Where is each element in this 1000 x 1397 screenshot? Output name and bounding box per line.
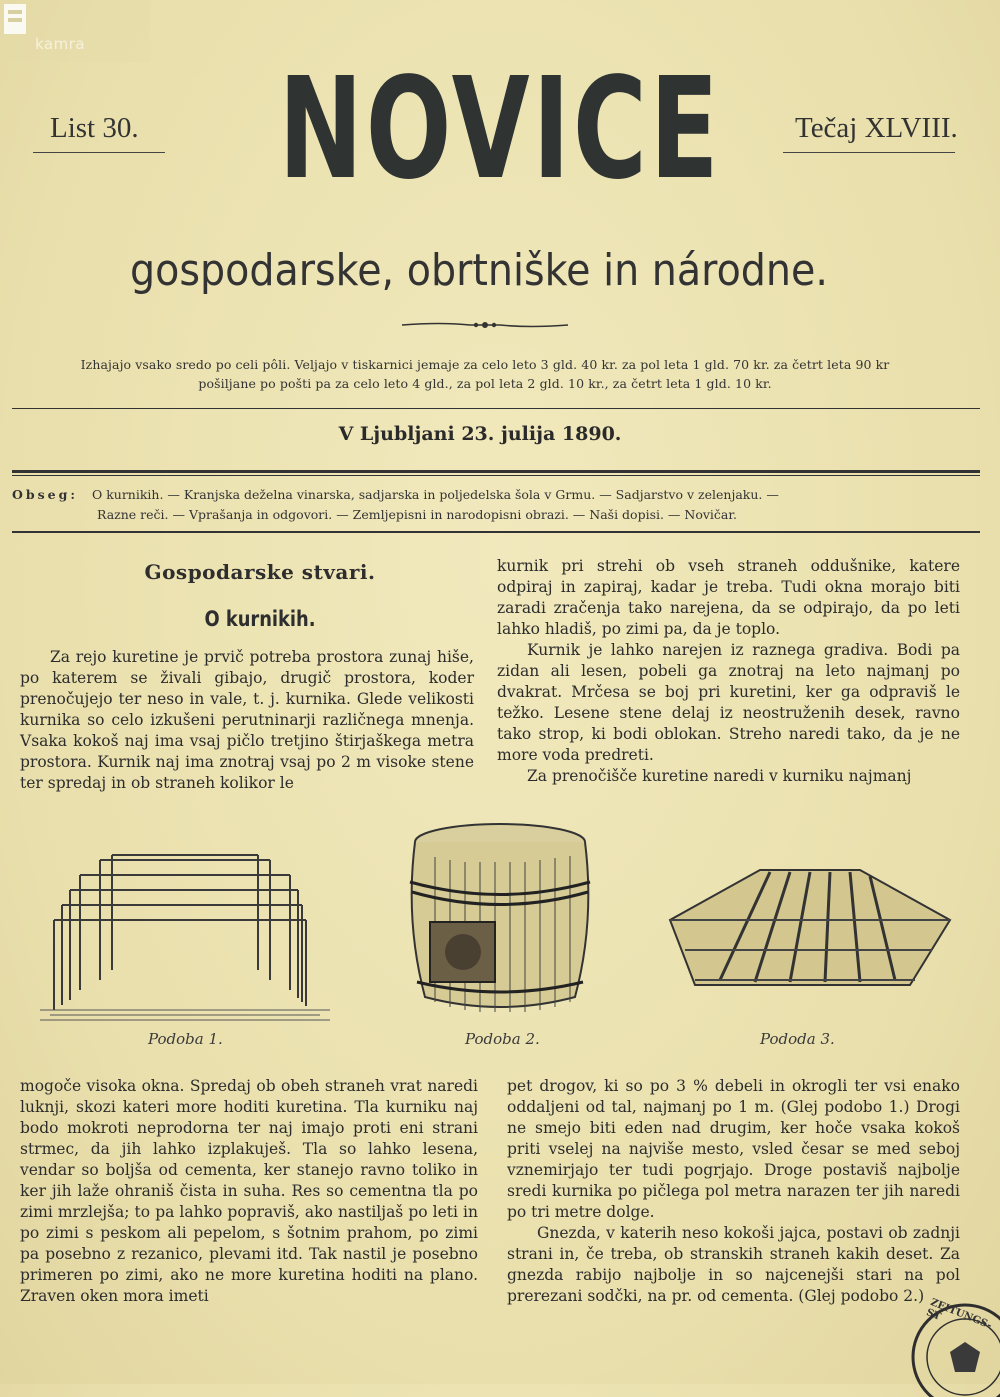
subscription-line: pošiljane po pošti pa za celo leto 4 gld., za pol leta 2 gld. 10 kr., za četrt leta 1 gld. 10 kr. xyxy=(198,376,772,391)
paragraph: Gnezda, v katerih neso kokoši jajca, postavi ob zadnji strani in, če treba, ob stranskih straneh kakih deset. Za gnezda rabijo najbolje in so najcenejši stari na pol prerezani sodčki, na pr. od cementa. (Glej podobo 2.) xyxy=(507,1224,960,1305)
subtitle: gospodarske, obrtniške in národne. xyxy=(129,245,828,296)
ornament-divider xyxy=(400,318,570,332)
paragraph: Za rejo kuretine je prvič potreba prostora zunaj hiše, po katerem se živali gibajo, drugič prostora, koder prenočujejo ter neso in vale, t. j. kurnika. Glede velikosti kurnika so celo izkušeni perutninarji različnega mnenja. Vsaka kokoš naj ima vsaj pičlo tretjino štirjaškega metra prostora. Kurnik naj ima znotraj vsaj po 2 m visoke stene ter spredaj in ob straneh kolikor le xyxy=(20,648,474,792)
watermark: kamra xyxy=(35,35,86,53)
paragraph: Za prenočišče kuretine naredi v kurniku najmanj xyxy=(527,767,912,785)
contents-line xyxy=(12,485,982,505)
figure-caption-3: Pododa 3. xyxy=(760,1030,835,1048)
subscription-info xyxy=(10,355,960,393)
paragraph: pet drogov, ki so po 3 % debeli in okrogli ter vsi enako oddaljeni od tal, najmanj po 1 m. (Glej podobo 1.) Drogi ne smejo biti eden nad drugim, ker hoče vsaka kokoš priti vselej na najviše mesto, vsled česar se med seboj vznemirjajo ter tudi pogrjajo. Droge postaviš najbolje sredi kurnika po pičlega pol metra narazen ter jih naredi po tri metre dolge. xyxy=(507,1077,960,1221)
divider xyxy=(12,470,980,473)
article-column-3 xyxy=(20,1076,478,1307)
volume-number-rule xyxy=(783,152,955,153)
contents-line-2: Razne reči. — Vprašanja in odgovori. — Zemljepisni in narodopisni obrazi. — Naši dopisi. — Novičar. xyxy=(97,507,737,522)
divider xyxy=(12,475,980,476)
paragraph: Kurnik je lahko narejen iz raznega gradiva. Bodi pa zidan ali lesen, pobeli ga znotraj na leto najmanj po dvakrat. Mrčesa se boj pri kuretini, ker ga odpraviš le težko. Lesene stene delaj iz neostruženih desek, ravno tako strop, ki bodi oblokan. Streho naredi tako, da je ne more voda predreti. xyxy=(497,641,960,764)
issue-number: List 30. xyxy=(50,112,139,144)
divider xyxy=(12,531,980,533)
article-column-2 xyxy=(497,556,960,787)
figure-perch-rack xyxy=(40,810,330,1025)
figure-caption-2: Podoba 2. xyxy=(465,1030,540,1048)
stamp-text: ZEITUNGS-ST xyxy=(924,1296,994,1332)
figure-slat-cage xyxy=(660,860,960,1000)
article-column-4 xyxy=(507,1076,960,1307)
divider xyxy=(12,408,980,409)
figure-caption-1: Podoba 1. xyxy=(148,1030,223,1048)
contents-line-1: O kurnikih. — Kranjska deželna vinarska, sadjarska in poljedelska šola v Grmu. — Sadjarstvo v zelenjaku. — xyxy=(91,487,779,502)
paragraph: kurnik pri strehi ob vseh straneh oddušnike, katere odpiraj in zapiraj, kadar je treba. Tudi okna morajo biti zaradi zračenja tako narejena, da se odpirajo, da po leti lahko hladiš, po zimi pa, da je toplo. xyxy=(497,557,960,638)
contents-summary xyxy=(12,485,982,525)
contents-label: Obseg: xyxy=(12,487,78,502)
section-heading: Gospodarske stvari. xyxy=(144,560,376,584)
figure-barrel-nest xyxy=(395,812,605,1022)
paragraph: mogoče visoka okna. Spredaj ob obeh straneh vrat naredi luknji, skozi kateri more hoditi kuretina. Tla kurniku naj bodo mokroti neprodorna ter naj imajo proti eni strani strmec, da jih lahko izplakuješ. Tla so lahko lesena, vendar so boljša od cementa, ker stanejo ravno toliko in ker jih laže ohraniš čista in suha. Res so cementna tla po zimi mrzlejša; to pa lahko popraviš, ako nastiljaš po leti in po zimi s peskom ali pepelom, s šotnim prahom, po zimi pa posebno z rezanico, plevami itd. Tak nastil je posebno primeren po zimi, ako ne more kuretina hoditi na plano. Zraven oken mora imeti xyxy=(20,1077,478,1305)
article-title: O kurnikih. xyxy=(204,607,316,631)
dateline: V Ljubljani 23. julija 1890. xyxy=(338,423,622,445)
volume-number: Tečaj XLVIII. xyxy=(795,112,958,144)
masthead: NOVICE xyxy=(278,48,722,211)
subscription-line: Izhajajo vsako sredo po celi pôli. Veljajo v tiskarnici jemaje za celo leto 3 gld. 40 kr. za pol leta 1 gld. 70 kr. za četrt leta 90 kr xyxy=(80,357,890,372)
article-column-1 xyxy=(20,647,474,794)
